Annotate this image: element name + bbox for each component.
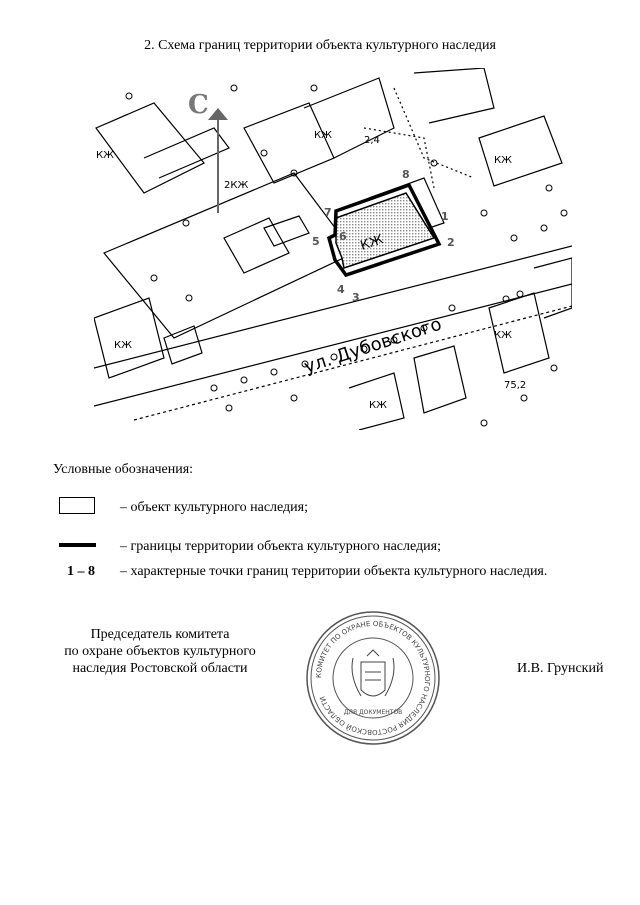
building-outline [94,298,164,378]
page-title: 2. Схема границ территории объекта культурного наследия [144,38,496,53]
boundary-scheme-map [94,68,572,430]
building-label: КЖ [314,130,332,141]
building-outline [104,173,354,338]
elevation-label: 2,4 [364,135,380,146]
official-seal [305,610,441,746]
boundary-point-label: 6 [339,230,347,243]
seal-inner-text: ДЛЯ ДОКУМЕНТОВ [343,709,403,716]
building-outline [414,68,494,123]
building-label: КЖ [494,155,512,166]
north-label: С [188,90,209,120]
legend-boundary-text: – границы территории объекта культурного наследия; [120,539,441,554]
building-outline [144,128,229,178]
building-label: КЖ [494,330,512,341]
boundary-point-label: 5 [312,235,320,248]
position-line: по охране объектов культурного [64,644,256,659]
building-outline [479,116,562,186]
legend-points-text: – характерные точки границ территории объекта культурного наследия. [120,564,548,579]
building-label: КЖ [114,340,132,351]
boundary-point-label: 3 [352,291,360,304]
street-label: ул. Дубовского [301,313,445,378]
building-label: КЖ [96,150,114,161]
building-outline [414,346,466,413]
coat-of-arms-icon [352,650,394,696]
signatory-position [50,626,270,677]
boundary-point-label: 1 [441,210,449,223]
position-line: Председатель комитета [90,627,230,642]
position-line: наследия Ростовской области [72,661,248,676]
building-outline [244,103,334,183]
seal-outer-text: КОМИТЕТ ПО ОХРАНЕ ОБЪЕКТОВ КУЛЬТУРНОГО НАСЛЕДИЯ РОСТОВСКОЙ ОБЛАСТИ [314,619,432,737]
boundary-point-label: 2 [447,236,455,249]
building-outline [224,218,289,273]
building-outline [304,78,394,158]
legend-heading: Условные обозначения: [53,462,194,477]
boundary-point-label: 7 [324,206,332,219]
elevation-label: 75,2 [504,380,527,391]
svg-text:КОМИТЕТ ПО ОХРАНЕ ОБЪЕКТОВ КУЛ [315,620,431,736]
boundary-point-label: 4 [337,283,345,296]
legend-boundary-symbol [59,543,96,547]
legend-points-symbol: 1 – 8 [67,564,95,579]
boundary-point-label: 8 [402,168,410,181]
legend-object-text: – объект культурного наследия; [120,500,308,515]
building-outline [534,258,572,318]
signatory-name: И.В. Грунский [517,661,604,676]
building-label: 2КЖ [224,180,249,191]
building-label: КЖ [369,400,387,411]
object-code-label: КЖ [358,232,386,254]
legend-object-symbol [59,497,95,514]
